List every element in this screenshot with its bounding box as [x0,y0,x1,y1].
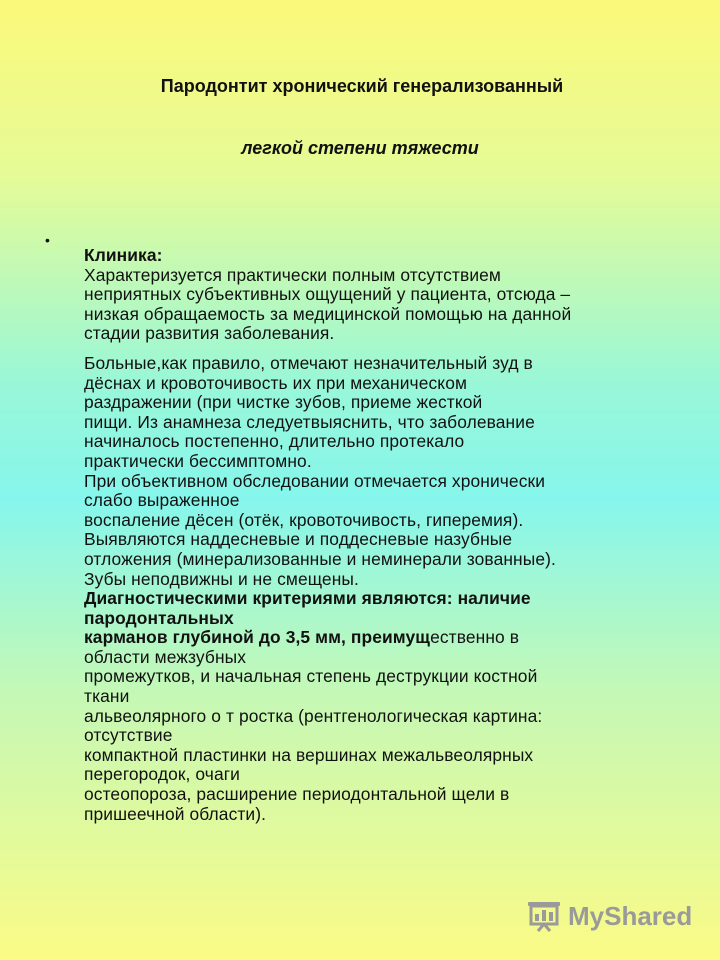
slide-body [84,246,684,824]
title-line-2-italic: степени тяжести [307,138,479,158]
p2-line: При объективном обследовании отмечается хронически [84,470,546,491]
presentation-icon [526,900,562,932]
criteria-line: компактной пластинки на вершинах межальвеолярных [84,744,534,765]
criteria-line: области межзубных [84,646,247,667]
p2-line: практически бессимптомно. [84,450,312,471]
p2-line: пищи. Из анамнеза следуетвыяснить, что заболевание [84,411,535,432]
criteria-bold-part: карманов глубиной до 3,5 мм, преимущ [84,627,431,648]
p2-line: начиналось постепенно, длительно протекало [84,431,465,452]
criteria-bold-line: пародонтальных [84,607,234,628]
myshared-logo[interactable] [526,896,692,936]
criteria-mixed-line [84,628,684,648]
p2-line: Зубы неподвижны и не смещены. [84,568,359,589]
clinic-heading: Клиника: [84,245,163,265]
criteria-line: остеопороза, расширение периодонтальной щели в [84,784,510,805]
criteria-bold-line: Диагностическими критериями являются: наличие [84,588,531,609]
title-line-2-plain: легкой [241,138,308,158]
criteria-regular-part: ественно в [430,627,520,648]
p2-line: дёснах и кровоточивость их при механическом [84,372,468,393]
criteria-line: отсутствие [84,725,173,746]
criteria-line: альвеолярного о т ростка (рентгенологическая картина: [84,705,543,726]
p1-line: низкая обращаемость за медицинской помощью на данной [84,303,572,324]
slide-title-line-2 [0,138,720,158]
p2-line: Больные,как правило, отмечают незначительный зуд в [84,352,533,373]
criteria-line: ткани [84,686,130,707]
p2-line: отложения (минерализованные и неминерали зованные). [84,548,556,569]
criteria-line: перегородок, очаги [84,764,240,785]
p1-line: Характеризуется практически полным отсутствием [84,264,501,285]
logo-text: MyShared [568,900,693,931]
criteria-line: пришеечной области). [84,803,267,824]
slide-title-line-1: Пародонтит хронический генерализованный [160,76,564,96]
p2-line: раздражении (при чистке зубов, приеме жесткой [84,392,483,413]
p2-line: воспаление дёсен (отёк, кровоточивость, гиперемия). [84,509,524,530]
p1-line: стадии развития заболевания. [84,323,335,344]
p2-line: Выявляются наддесневые и поддесневые назубные [84,529,513,550]
bullet-marker: • [45,232,50,248]
p1-line: неприятных субъективных ощущений у пациента, отсюда – [84,284,571,305]
p2-line: слабо выраженное [84,490,240,511]
criteria-line: промежутков, и начальная степень деструкции костной [84,666,538,687]
